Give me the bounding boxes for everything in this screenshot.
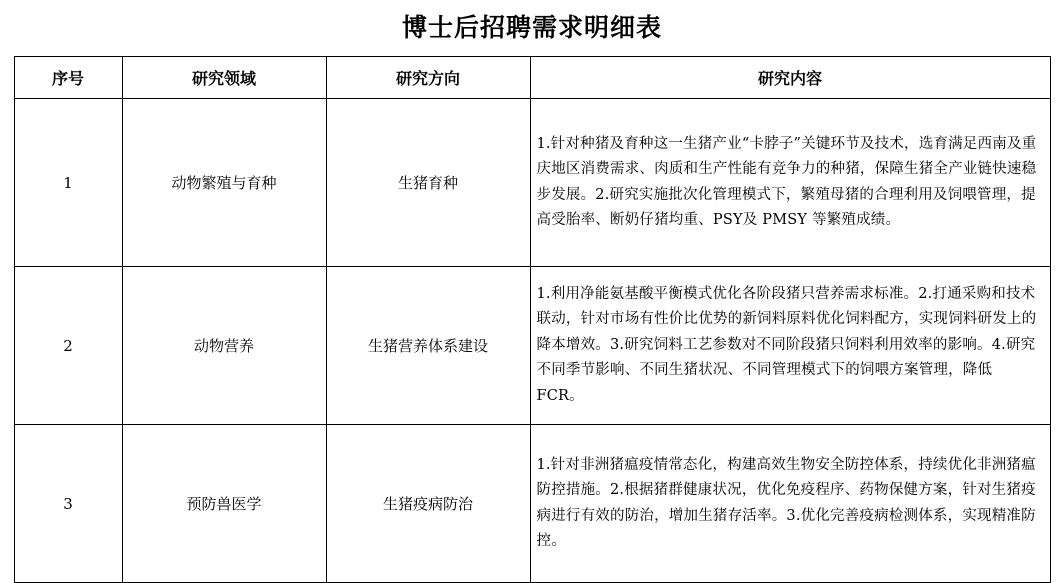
column-header-research-field: 研究领域 [122,57,326,99]
cell-seq: 2 [14,267,122,425]
cell-research-field: 预防兽医学 [122,425,326,583]
table-body [14,99,1050,583]
cell-research-direction: 生猪育种 [326,99,530,267]
table-header [14,57,1050,99]
cell-research-direction: 生猪疫病防治 [326,425,530,583]
table-row [14,425,1050,583]
table-row [14,267,1050,425]
cell-research-content: 1.针对种猪及育种这一生猪产业“卡脖子”关键环节及技术，选育满足西南及重庆地区消费需求、肉质和生产性能有竞争力的种猪，保障生猪全产业链快速稳步发展。2.研究实施批次化管理模式下，繁殖母猪的合理利用及饲喂管理，提高受胎率、断奶仔猪均重、PSY及 PMSY 等繁殖成绩。 [530,99,1050,267]
cell-research-field: 动物繁殖与育种 [122,99,326,267]
recruitment-requirements-table [14,56,1051,583]
cell-research-content: 1.利用净能氨基酸平衡模式优化各阶段猪只营养需求标准。2.打通采购和技术联动，针对市场有性价比优势的新饲料原料优化饲料配方，实现饲料研发上的降本增效。3.研究饲料工艺参数对不同阶段猪只饲料利用效率的影响。4.研究不同季节影响、不同生猪状况、不同管理模式下的饲喂方案管理，降低 FCR。 [530,267,1050,425]
cell-research-direction: 生猪营养体系建设 [326,267,530,425]
column-header-research-content: 研究内容 [530,57,1050,99]
table-row [14,99,1050,267]
column-header-seq: 序号 [14,57,122,99]
column-header-research-direction: 研究方向 [326,57,530,99]
cell-research-field: 动物营养 [122,267,326,425]
page-title: 博士后招聘需求明细表 [401,13,662,42]
cell-research-content: 1.针对非洲猪瘟疫情常态化，构建高效生物安全防控体系，持续优化非洲猪瘟防控措施。2.根据猪群健康状况，优化免疫程序、药物保健方案，针对生猪疫病进行有效的防治，增加生猪存活率。3.优化完善疫病检测体系，实现精准防控。 [530,425,1050,583]
cell-seq: 1 [14,99,122,267]
table-header-row [14,57,1050,99]
cell-seq: 3 [14,425,122,583]
